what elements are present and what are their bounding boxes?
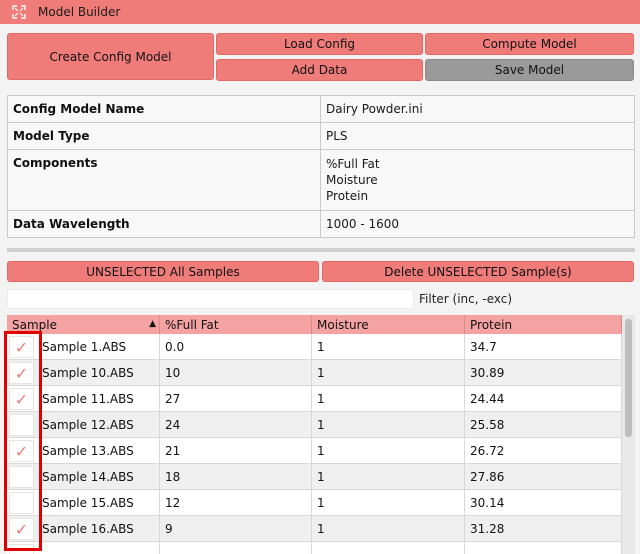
moisture-cell: 1: [312, 412, 465, 438]
moisture-cell: 1: [312, 360, 465, 386]
sample-name: Sample 12.ABS: [42, 418, 134, 432]
sample-name: Sample 11.ABS: [42, 392, 134, 406]
full-fat-cell: 0.0: [160, 334, 312, 360]
sample-checkbox[interactable]: [9, 414, 34, 436]
unselect-all-samples-button[interactable]: UNSELECTED All Samples: [7, 261, 319, 282]
protein-cell: 25.58: [465, 412, 622, 438]
checkmark-icon: ✓: [14, 337, 29, 357]
config-model-name-value: Dairy Powder.ini: [321, 96, 635, 123]
moisture-cell: 1: [312, 334, 465, 360]
column-header-label: Moisture: [317, 317, 369, 332]
full-fat-cell: [160, 542, 312, 554]
protein-cell: 31.28: [465, 516, 622, 542]
sample-name: Sample 14.ABS: [42, 470, 134, 484]
column-header-label: %Full Fat: [165, 317, 219, 332]
samples-table: [7, 315, 622, 554]
sample-checkbox[interactable]: [9, 492, 34, 514]
data-wavelength-label: Data Wavelength: [8, 211, 321, 238]
sample-name: Sample 15.ABS: [42, 496, 134, 510]
add-data-button[interactable]: Add Data: [216, 59, 423, 81]
table-row[interactable]: [7, 490, 622, 516]
component-item: %Full Fat: [326, 157, 380, 171]
full-fat-cell: 10: [160, 360, 312, 386]
protein-cell: 24.44: [465, 386, 622, 412]
full-fat-cell: 9: [160, 516, 312, 542]
protein-cell: 30.89: [465, 360, 622, 386]
expand-icon[interactable]: [12, 5, 26, 19]
checkmark-icon: ✓: [14, 389, 29, 409]
protein-cell: 30.14: [465, 490, 622, 516]
full-fat-cell: 18: [160, 464, 312, 490]
sample-cell: [7, 438, 160, 464]
sort-ascending-icon: ▲: [149, 319, 156, 329]
table-header: [7, 315, 622, 334]
load-config-button[interactable]: Load Config: [216, 33, 423, 55]
sample-checkbox[interactable]: [9, 466, 34, 488]
compute-model-button[interactable]: Compute Model: [425, 33, 634, 55]
moisture-cell: [312, 542, 465, 554]
sample-cell: [7, 464, 160, 490]
sample-cell: [7, 386, 160, 412]
sample-cell: [7, 542, 160, 554]
full-fat-cell: 24: [160, 412, 312, 438]
table-row[interactable]: [7, 516, 622, 542]
table-row[interactable]: [7, 360, 622, 386]
filter-label: Filter (inc, -exc): [419, 292, 513, 306]
sample-name: Sample 10.ABS: [42, 366, 134, 380]
sample-cell: [7, 516, 160, 542]
filter-input[interactable]: [7, 289, 414, 309]
sample-cell: [7, 360, 160, 386]
sample-name: Sample 13.ABS: [42, 444, 134, 458]
sample-cell: [7, 490, 160, 516]
delete-unselected-samples-button[interactable]: Delete UNSELECTED Sample(s): [322, 261, 634, 282]
scrollbar-thumb[interactable]: [625, 319, 632, 437]
components-list: [321, 150, 635, 211]
moisture-cell: 1: [312, 464, 465, 490]
sample-checkbox[interactable]: [9, 336, 34, 358]
table-row[interactable]: [7, 334, 622, 360]
checkmark-icon: ✓: [14, 363, 29, 383]
sample-checkbox[interactable]: [9, 544, 34, 554]
window-title: Model Builder: [38, 5, 121, 19]
table-row[interactable]: [7, 386, 622, 412]
model-info-table: [7, 95, 635, 238]
section-divider: [7, 248, 635, 252]
model-type-label: Model Type: [8, 123, 321, 150]
moisture-cell: 1: [312, 386, 465, 412]
column-header-protein[interactable]: [465, 315, 622, 334]
protein-cell: 26.72: [465, 438, 622, 464]
sample-checkbox[interactable]: [9, 518, 34, 540]
checkmark-icon: ✓: [14, 519, 29, 539]
model-type-value: PLS: [321, 123, 635, 150]
sample-cell: [7, 334, 160, 360]
sample-cell: [7, 412, 160, 438]
column-header-label: Protein: [470, 317, 513, 332]
component-item: Protein: [326, 189, 369, 203]
table-row[interactable]: [7, 412, 622, 438]
sample-name: Sample 16.ABS: [42, 522, 134, 536]
sample-checkbox[interactable]: [9, 388, 34, 410]
moisture-cell: 1: [312, 516, 465, 542]
checkmark-icon: ✓: [14, 441, 29, 461]
moisture-cell: 1: [312, 490, 465, 516]
sample-name: Sample 1.ABS: [42, 340, 127, 354]
full-fat-cell: 12: [160, 490, 312, 516]
full-fat-cell: 27: [160, 386, 312, 412]
title-bar: [0, 0, 640, 24]
data-wavelength-value: 1000 - 1600: [321, 211, 635, 238]
sample-checkbox[interactable]: [9, 362, 34, 384]
vertical-scrollbar[interactable]: [622, 315, 635, 554]
components-label: Components: [8, 150, 321, 211]
full-fat-cell: 21: [160, 438, 312, 464]
column-header-label: Sample: [12, 317, 57, 332]
protein-cell: 27.86: [465, 464, 622, 490]
table-row[interactable]: [7, 542, 622, 554]
column-header-moisture[interactable]: [312, 315, 465, 334]
table-row[interactable]: [7, 464, 622, 490]
protein-cell: [465, 542, 622, 554]
create-config-model-button[interactable]: Create Config Model: [7, 33, 214, 80]
sample-checkbox[interactable]: [9, 440, 34, 462]
table-body: [7, 334, 622, 554]
protein-cell: 34.7: [465, 334, 622, 360]
table-row[interactable]: [7, 438, 622, 464]
save-model-button[interactable]: Save Model: [425, 59, 634, 81]
column-header-full-fat[interactable]: [160, 315, 312, 334]
moisture-cell: 1: [312, 438, 465, 464]
config-model-name-label: Config Model Name: [8, 96, 321, 123]
component-item: Moisture: [326, 173, 378, 187]
column-header-sample[interactable]: [7, 315, 160, 334]
